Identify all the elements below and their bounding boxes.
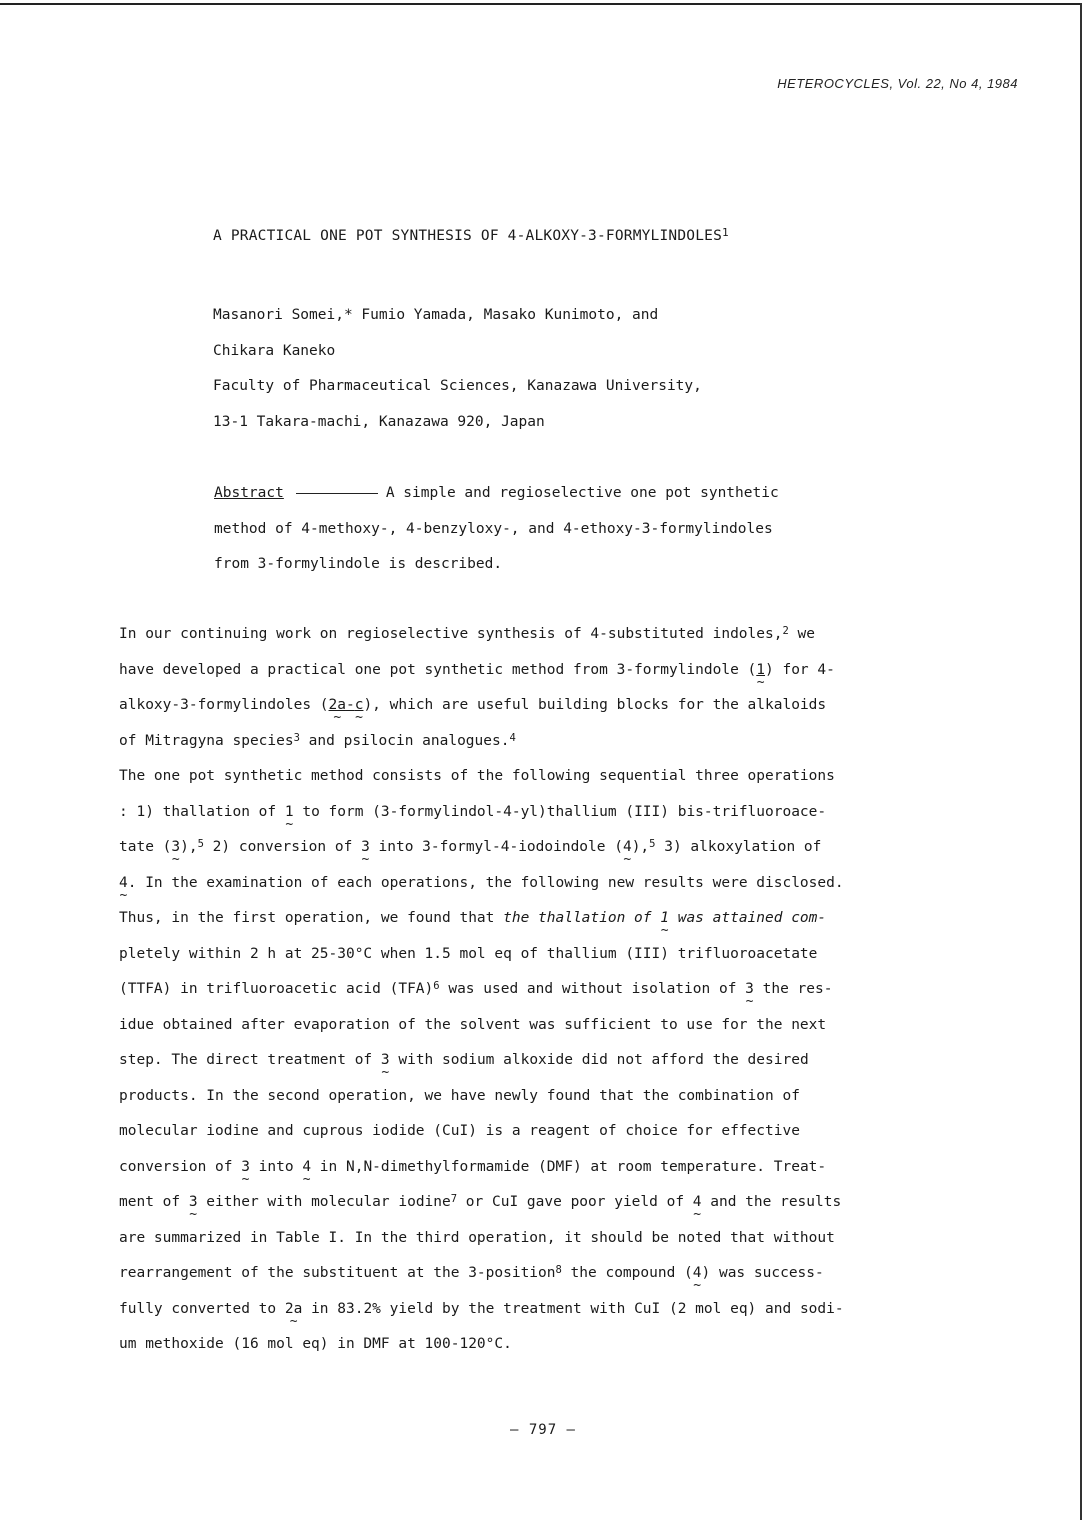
body-line: products. In the second operation, we have newly found that the combination of	[119, 1087, 800, 1104]
body-line: molecular iodine and cuprous iodide (CuI) is a reagent of choice for effective	[119, 1123, 800, 1139]
body-text	[119, 617, 1009, 1363]
body-line: are summarized in Table I. In the third operation, it should be noted that without	[119, 1229, 835, 1246]
body-line: Thus, in the first operation, we found that the thallation of 1 ~ was attained com-	[119, 901, 1009, 937]
body-line: tate (3 ~),$^5$ 2) conversion of 3 ~ into 3-formyl-4-iodoindole (4 ~),$^5$ 3) alkoxylation of	[119, 830, 1009, 866]
journal-header: HETEROCYCLES, Vol. 22, No 4, 1984	[777, 76, 1018, 91]
ref-8: 8	[555, 1264, 562, 1276]
compound-2a: 2a ~	[285, 1292, 302, 1328]
compound-3: 3 ~	[745, 972, 754, 1008]
compound-4: 4 ~	[693, 1256, 702, 1292]
body-line: (TTFA) in trifluoroacetic acid (TFA)$^6$ was used and without isolation of 3 ~ the res-	[119, 972, 1009, 1008]
compound-4: 4 ~	[119, 866, 128, 902]
body-line: rearrangement of the substituent at the 3-position$^8$ the compound (4 ~) was success-	[119, 1256, 1009, 1292]
ref-3: 3	[293, 731, 300, 744]
body-line: of Mitragyna species$^3$ and psilocin analogues.$^4$	[119, 731, 516, 749]
abstract-label: Abstract	[214, 485, 284, 501]
page-number: — 797 —	[509, 1422, 576, 1438]
body-line: idue obtained after evaporation of the solvent was sufficient to use for the next	[119, 1016, 827, 1033]
authors-block	[213, 298, 702, 440]
title-ref: 1	[722, 226, 729, 239]
authors-line-1: Masanori Somei,* Fumio Yamada, Masako Kunimoto, and	[213, 307, 659, 323]
title-text: A PRACTICAL ONE POT SYNTHESIS OF 4-ALKOXY-3-FORMYLINDOLES	[213, 228, 722, 244]
authors-line-2: Chikara Kaneko	[213, 342, 336, 359]
top-rule	[0, 3, 1082, 5]
compound-1: 1 ~	[756, 653, 765, 689]
compound-3: 3 ~	[361, 830, 370, 866]
compound-3: 3 ~	[241, 1150, 250, 1186]
compound-4: 4 ~	[302, 1150, 311, 1186]
compound-1: 1 ~	[285, 795, 294, 831]
body-line: um methoxide (16 mol eq) in DMF at 100-120°C.	[119, 1336, 512, 1352]
ref-7: 7	[450, 1193, 458, 1205]
ref-2: 2	[782, 625, 789, 637]
compound-3: 3 ~	[381, 1043, 390, 1079]
abstract-line-2: method of 4-methoxy-, 4-benzyloxy-, and 4-ethoxy-3-formylindoles	[214, 520, 773, 537]
body-line: have developed a practical one pot synthetic method from 3-formylindole (1 ~) for 4-	[119, 653, 1009, 689]
compound-2a: 2a ~	[329, 688, 346, 724]
body-line: conversion of 3 ~ into 4 ~ in N,N-dimethylformamide (DMF) at room temperature. Treat-	[119, 1150, 1009, 1186]
affiliation-line-2: 13-1 Takara-machi, Kanazawa 920, Japan	[213, 413, 545, 430]
body-line: pletely within 2 h at 25-30°C when 1.5 mol eq of thallium (III) trifluoroacetate	[119, 945, 818, 962]
body-line: The one pot synthetic method consists of the following sequential three operations	[119, 768, 835, 784]
right-rule	[1080, 3, 1082, 1520]
body-line: fully converted to 2a ~ in 83.2% yield by the treatment with CuI (2 mol eq) and sodi-	[119, 1292, 1009, 1328]
body-line: step. The direct treatment of 3 ~ with sodium alkoxide did not afford the desired	[119, 1043, 1009, 1079]
body-line: alkoxy-3-formylindoles (2a ~-c ~), which are useful building blocks for the alkaloids	[119, 688, 1009, 724]
ref-5: 5	[649, 838, 656, 850]
paper-title	[213, 228, 729, 244]
compound-3: 3 ~	[189, 1185, 198, 1221]
compound-c: c ~	[355, 688, 364, 724]
compound-4: 4 ~	[693, 1185, 702, 1221]
compound-3: 3 ~	[171, 830, 180, 866]
ref-6: 6	[433, 980, 440, 992]
abstract-line-1: Abstract A simple and regioselective one pot synthetic	[214, 485, 779, 501]
compound-1: 1 ~	[660, 901, 669, 937]
ref-5: 5	[197, 838, 204, 850]
body-line: 4 ~. In the examination of each operations, the following new results were disclosed.	[119, 866, 1009, 902]
body-line: ment of 3 ~ either with molecular iodine$^7$ or CuI gave poor yield of 4 ~ and the results	[119, 1185, 1009, 1221]
abstract-line-3: from 3-formylindole is described.	[214, 556, 503, 572]
body-line: : 1) thallation of 1 ~ to form (3-formylindol-4-yl)thallium (III) bis-trifluoroace-	[119, 795, 1009, 831]
affiliation-line-1: Faculty of Pharmaceutical Sciences, Kanazawa University,	[213, 378, 702, 394]
abstract-block	[214, 476, 934, 583]
ref-4: 4	[509, 731, 516, 744]
abstract-dash	[296, 493, 378, 494]
body-line: In our continuing work on regioselective synthesis of 4-substituted indoles,$^2$ we	[119, 625, 815, 642]
compound-4: 4 ~	[623, 830, 632, 866]
